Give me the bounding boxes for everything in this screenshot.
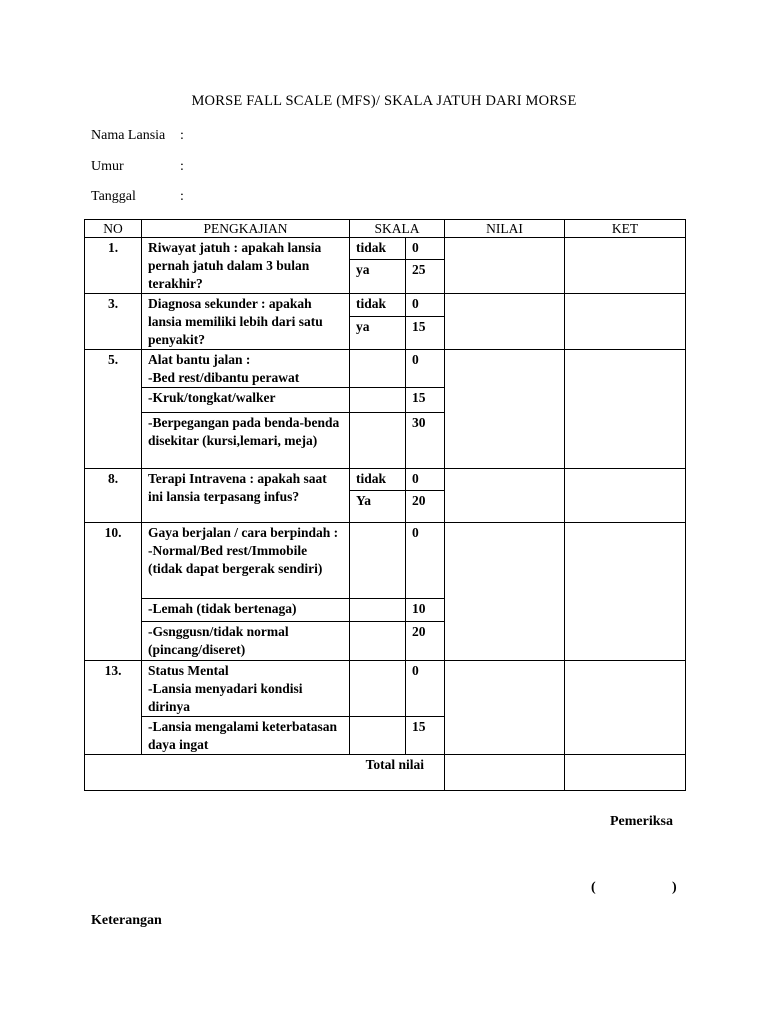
assessment-text: -Lansia mengalami keterbatasan daya ingat <box>142 717 350 755</box>
scale-score: 20 <box>406 622 445 661</box>
scale-score: 15 <box>406 316 445 349</box>
scale-score: 0 <box>406 661 445 717</box>
scale-score: 20 <box>406 491 445 523</box>
header-ket: KET <box>565 220 686 238</box>
assessment-option: -Bed rest/dibantu perawat <box>148 370 300 385</box>
field-separator: : <box>180 128 184 143</box>
value-cell[interactable] <box>445 523 565 661</box>
field-label: Nama Lansia <box>91 128 166 143</box>
scale-score: 0 <box>406 350 445 388</box>
scale-option: tidak <box>350 469 406 491</box>
scale-score: 30 <box>406 413 445 469</box>
scale-option <box>350 717 406 755</box>
scale-option <box>350 350 406 388</box>
header-pengkajian: PENGKAJIAN <box>142 220 350 238</box>
assessment-text: -Lemah (tidak bertenaga) <box>142 599 350 622</box>
scale-option <box>350 599 406 622</box>
notes-label: Keterangan <box>91 913 162 928</box>
assessment-text: -Kruk/tongkat/walker <box>142 388 350 413</box>
signature-close-paren: ) <box>672 880 677 895</box>
scale-option <box>350 523 406 599</box>
value-cell[interactable] <box>445 469 565 523</box>
note-cell[interactable] <box>565 661 686 755</box>
value-cell[interactable] <box>445 294 565 350</box>
assessment-option: -Lansia menyadari kondisi dirinya <box>148 681 303 714</box>
field-separator: : <box>180 159 184 174</box>
table-row <box>85 238 686 260</box>
field-separator: : <box>180 189 184 204</box>
scale-score: 0 <box>406 469 445 491</box>
header-nilai: NILAI <box>445 220 565 238</box>
table-row <box>85 350 686 388</box>
scale-score: 10 <box>406 599 445 622</box>
scale-option <box>350 661 406 717</box>
scale-score: 0 <box>406 523 445 599</box>
assessment-text: Diagnosa sekunder : apakah lansia memiliki lebih dari satu penyakit? <box>142 294 350 350</box>
note-cell[interactable] <box>565 294 686 350</box>
assessment-text: -Gsnggusn/tidak normal (pincang/diseret) <box>142 622 350 661</box>
scale-option <box>350 622 406 661</box>
total-label: Total nilai <box>85 755 445 791</box>
scale-option: ya <box>350 316 406 349</box>
field-umur <box>91 159 184 175</box>
scale-option: ya <box>350 260 406 294</box>
assessment-text <box>142 350 350 388</box>
header-skala: SKALA <box>350 220 445 238</box>
total-row <box>85 755 686 791</box>
row-number: 3. <box>85 294 142 350</box>
value-cell[interactable] <box>445 350 565 469</box>
assessment-text: Terapi Intravena : apakah saat ini lansia terpasang infus? <box>142 469 350 523</box>
scale-score: 0 <box>406 294 445 317</box>
scale-option: Ya <box>350 491 406 523</box>
scale-score: 15 <box>406 717 445 755</box>
table-header-row <box>85 220 686 238</box>
total-value-cell[interactable] <box>445 755 565 791</box>
scale-option: tidak <box>350 238 406 260</box>
total-note-cell[interactable] <box>565 755 686 791</box>
header-no: NO <box>85 220 142 238</box>
scale-option: tidak <box>350 294 406 317</box>
field-label: Umur <box>91 159 124 174</box>
table-row <box>85 523 686 599</box>
assessment-text <box>142 523 350 599</box>
row-number: 13. <box>85 661 142 755</box>
scale-option <box>350 388 406 413</box>
examiner-label: Pemeriksa <box>610 814 673 829</box>
scale-option <box>350 413 406 469</box>
scale-score: 15 <box>406 388 445 413</box>
assessment-option: -Normal/Bed rest/Immobile (tidak dapat bergerak sendiri) <box>148 543 323 576</box>
row-number: 8. <box>85 469 142 523</box>
field-nama-lansia <box>91 128 184 144</box>
table-row <box>85 294 686 317</box>
row-number: 1. <box>85 238 142 294</box>
note-cell[interactable] <box>565 523 686 661</box>
assessment-text: -Berpegangan pada benda-benda disekitar (kursi,lemari, meja) <box>142 413 350 469</box>
assessment-heading: Status Mental <box>148 663 229 678</box>
assessment-heading: Gaya berjalan / cara berpindah : <box>148 525 339 540</box>
assessment-heading: Alat bantu jalan : <box>148 352 251 367</box>
note-cell[interactable] <box>565 469 686 523</box>
note-cell[interactable] <box>565 238 686 294</box>
table-row <box>85 469 686 491</box>
scale-score: 25 <box>406 260 445 294</box>
row-number: 10. <box>85 523 142 661</box>
field-label: Tanggal <box>91 189 136 204</box>
field-tanggal <box>91 189 184 205</box>
note-cell[interactable] <box>565 350 686 469</box>
signature-line <box>591 880 677 896</box>
table-row <box>85 661 686 717</box>
assessment-text: Riwayat jatuh : apakah lansia pernah jatuh dalam 3 bulan terakhir? <box>142 238 350 294</box>
row-number: 5. <box>85 350 142 469</box>
morse-fall-scale-table <box>84 219 686 791</box>
value-cell[interactable] <box>445 238 565 294</box>
signature-open-paren: ( <box>591 880 596 895</box>
assessment-text <box>142 661 350 717</box>
scale-score: 0 <box>406 238 445 260</box>
value-cell[interactable] <box>445 661 565 755</box>
page-title: MORSE FALL SCALE (MFS)/ SKALA JATUH DARI MORSE <box>191 93 577 109</box>
